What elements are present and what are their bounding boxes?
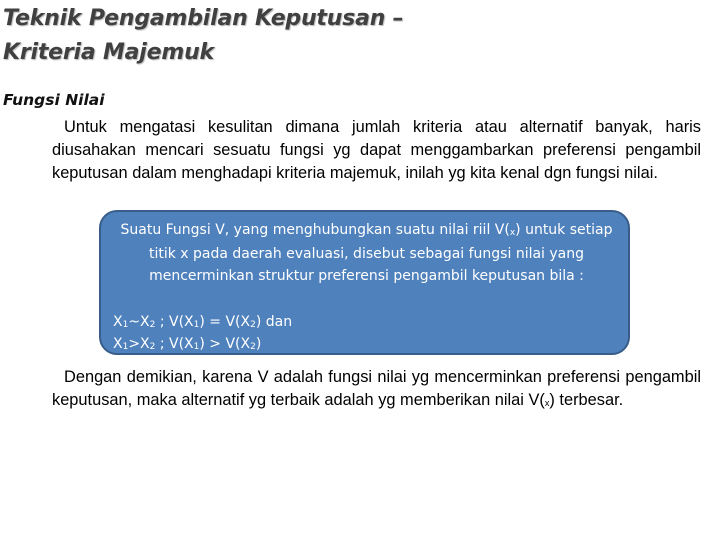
formula-subscript: 1 — [193, 342, 200, 352]
section-heading: Fungsi Nilai — [3, 91, 105, 109]
definition-callout — [99, 210, 630, 355]
formula-term: ) = V(X — [199, 314, 251, 330]
formula-term: X — [113, 336, 123, 352]
slide-title — [3, 2, 723, 70]
formula-subscript: 1 — [122, 320, 129, 330]
indifference-formula — [113, 311, 292, 335]
formula-subscript: 1 — [193, 320, 200, 330]
formula-subscript: 2 — [149, 320, 156, 330]
formula-term: X — [113, 314, 123, 330]
definition-variable: x — [509, 228, 516, 238]
conclusion-text-after: ) terbesar. — [549, 391, 624, 409]
definition-text-before: Suatu Fungsi V, yang menghubungkan suatu nilai riil V( — [120, 222, 510, 238]
slide-title-line-1: Teknik Pengambilan Keputusan – — [3, 6, 404, 31]
definition-text — [115, 219, 618, 287]
conclusion-text-before: Dengan demikian, karena V adalah fungsi nilai yg mencerminkan preferensi pengambil keputusan, maka alternatif yg terbaik adalah yg memberikan nilai V( — [52, 368, 701, 409]
formula-term: ) — [255, 336, 262, 352]
slide-title-line-2: Kriteria Majemuk — [3, 40, 214, 65]
formula-term: ) > V(X — [199, 336, 251, 352]
formula-subscript: 2 — [250, 320, 256, 330]
formula-relation: ~X — [128, 314, 150, 330]
definition-text-after: ) untuk setiap titik x pada daerah evaluasi, disebut sebagai fungsi nilai yang mencerminkan struktur preferensi pengambil keputusan bila : — [148, 222, 613, 284]
formula-term: ) dan — [255, 314, 293, 330]
conclusion-variable: x — [544, 398, 550, 408]
conclusion-paragraph — [52, 366, 701, 414]
formula-subscript: 2 — [149, 342, 156, 352]
formula-term: ; V(X — [155, 336, 194, 352]
formula-relation: >X — [128, 336, 150, 352]
intro-paragraph-text: Untuk mengatasi kesulitan dimana jumlah kriteria atau alternatif banyak, haris diusahakan mencari sesuatu fungsi yg dapat menggambarkan preferensi pengambil keputusan dalam menghadapi kriteria majemuk, inilah yg kita kenal dgn fungsi nilai. — [52, 118, 701, 182]
formula-subscript: 2 — [250, 342, 256, 352]
preference-formula — [113, 333, 261, 357]
formula-subscript: 1 — [122, 342, 129, 352]
formula-term: ; V(X — [155, 314, 194, 330]
intro-paragraph — [52, 116, 701, 185]
